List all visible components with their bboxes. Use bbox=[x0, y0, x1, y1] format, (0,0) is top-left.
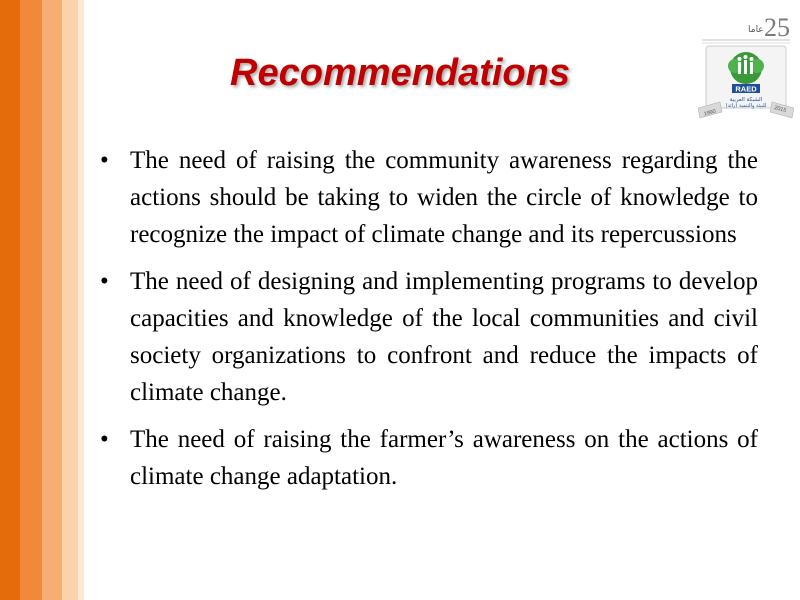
logo-year-start: 1990 bbox=[703, 108, 717, 118]
stripe-3 bbox=[42, 0, 62, 600]
decorative-stripes bbox=[0, 0, 86, 600]
stripe-4 bbox=[62, 0, 78, 600]
logo-anniversary-number: 25 bbox=[764, 13, 790, 42]
logo-anniversary-arabic: عاما bbox=[748, 25, 764, 35]
logo-name-arabic-line1: الشبكة العربية bbox=[729, 97, 763, 103]
bullet-text: The need of designing and implementing programs to develop capacities and knowledge of the local communities and civil society organizations to confront and reduce the impacts of climate change. bbox=[130, 268, 758, 406]
bullet-icon: • bbox=[100, 426, 109, 453]
logo-abbrev: RAED bbox=[735, 84, 757, 94]
bullet-text: The need of raising the farmer’s awareness on the actions of climate change adaptation. bbox=[130, 426, 758, 490]
list-item bbox=[96, 421, 758, 495]
bullet-text: The need of raising the community awareness regarding the actions should be taking to widen the circle of knowledge to recognize the impact of climate change and its repercussions bbox=[130, 147, 758, 248]
list-item bbox=[96, 263, 758, 411]
recommendations-list bbox=[96, 142, 758, 505]
slide-title: Recommendations bbox=[230, 52, 570, 94]
logo-name-arabic-line2: للبيئة والتنمية (رائد) bbox=[725, 103, 767, 109]
stripe-2 bbox=[20, 0, 42, 600]
bullet-icon: • bbox=[100, 268, 109, 295]
stripe-5 bbox=[78, 0, 84, 600]
list-item bbox=[96, 142, 758, 253]
bullet-icon: • bbox=[100, 147, 109, 174]
raed-logo bbox=[698, 10, 794, 122]
stripe-1 bbox=[0, 0, 20, 600]
logo-year-end: 2015 bbox=[773, 105, 787, 114]
